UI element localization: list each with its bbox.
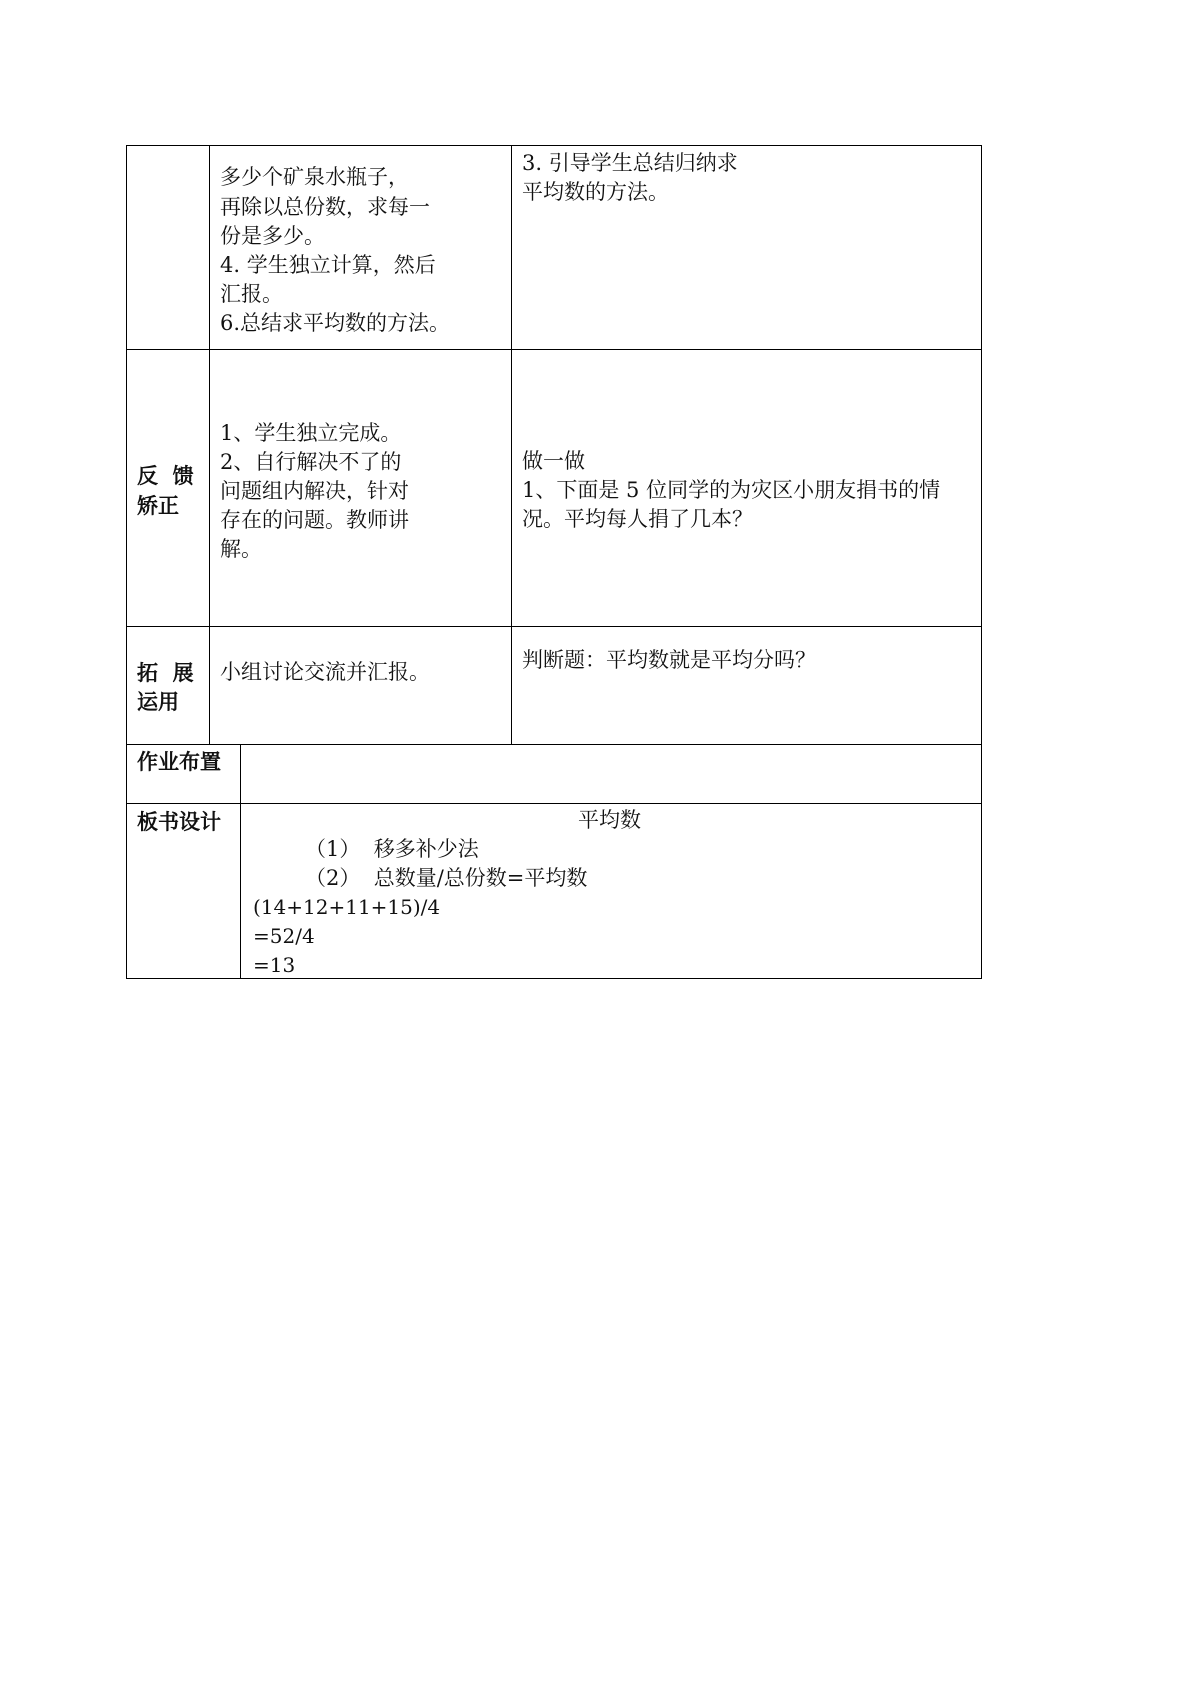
- feedback-student-line-3: 问题组内解决，针对: [220, 479, 409, 503]
- board-calc-line-1: (14+12+11+15)/4: [253, 895, 441, 919]
- continued-student-line-5: 汇报。: [220, 282, 283, 306]
- homework-label: 作业布置: [137, 750, 221, 774]
- row-extension-label-cell: [126, 626, 210, 745]
- row-continued-teacher-cell: [511, 145, 982, 350]
- row-feedback-teacher-cell: [511, 349, 982, 627]
- row-board-label-cell: [126, 803, 241, 979]
- board-title: 平均数: [578, 808, 641, 832]
- row-continued-label-cell: [126, 145, 210, 350]
- board-calc-line-2: =52/4: [253, 924, 315, 948]
- board-label: 板书设计: [137, 810, 221, 834]
- feedback-student-line-5: 解。: [220, 537, 262, 561]
- board-item-1: （1） 移多补少法: [305, 837, 479, 861]
- feedback-student-line-1: 1、学生独立完成。: [220, 421, 402, 445]
- feedback-teacher-line-1: 做一做: [522, 449, 585, 473]
- row-homework-content-cell: [240, 744, 982, 804]
- row-homework-label-cell: [126, 744, 241, 804]
- row-continued-student-cell: [209, 145, 512, 350]
- extension-label-line-2: 运用: [137, 690, 179, 714]
- row-board-content-cell: [240, 803, 982, 979]
- board-item-2: （2） 总数量/总份数=平均数: [305, 866, 588, 890]
- row-feedback-student-cell: [209, 349, 512, 627]
- feedback-label-line-1: 反 馈: [137, 464, 194, 488]
- continued-teacher-line-2: 平均数的方法。: [522, 180, 669, 204]
- continued-student-line-4: 4. 学生独立计算，然后: [220, 253, 436, 277]
- extension-label-line-1: 拓 展: [137, 661, 194, 685]
- feedback-teacher-line-3: 况。平均每人捐了几本？: [522, 507, 753, 531]
- continued-student-line-3: 份是多少。: [220, 224, 325, 248]
- row-extension-teacher-cell: [511, 626, 982, 745]
- continued-student-line-1: 多少个矿泉水瓶子，: [220, 165, 409, 189]
- continued-student-line-6: 6.总结求平均数的方法。: [220, 311, 451, 335]
- feedback-label-line-2: 矫正: [137, 494, 179, 518]
- extension-teacher-line-1: 判断题：平均数就是平均分吗？: [522, 648, 816, 672]
- row-feedback-label-cell: [126, 349, 210, 627]
- feedback-teacher-line-2: 1、下面是 5 位同学的为灾区小朋友捐书的情: [522, 478, 941, 502]
- row-extension-student-cell: [209, 626, 512, 745]
- feedback-student-line-2: 2、自行解决不了的: [220, 450, 402, 474]
- continued-teacher-line-1: 3. 引导学生总结归纳求: [522, 151, 738, 175]
- board-calc-line-3: =13: [253, 953, 296, 977]
- continued-student-line-2: 再除以总份数，求每一: [220, 195, 430, 219]
- extension-student-line-1: 小组讨论交流并汇报。: [220, 660, 430, 684]
- feedback-student-line-4: 存在的问题。教师讲: [220, 508, 409, 532]
